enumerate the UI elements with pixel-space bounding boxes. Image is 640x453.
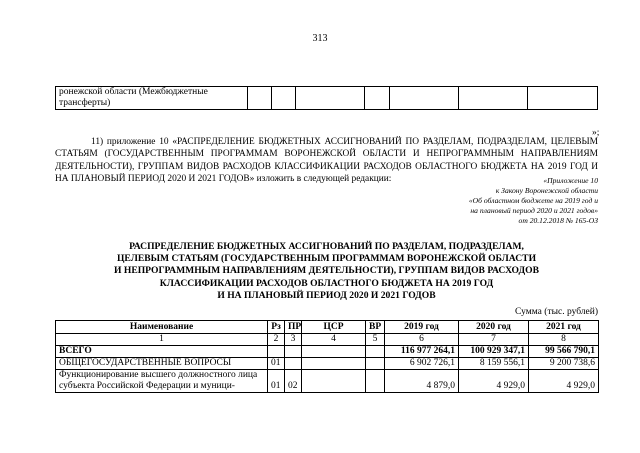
table-cell xyxy=(272,87,296,110)
header-2019: 2019 год xyxy=(385,321,459,334)
row-2020: 4 929,0 xyxy=(459,370,529,393)
row-pr: 02 xyxy=(285,370,302,393)
row-rz: 01 xyxy=(268,370,285,393)
previous-table-fragment xyxy=(55,86,598,110)
header-csr: ЦСР xyxy=(302,321,366,334)
row-2021: 4 929,0 xyxy=(529,370,599,393)
table-cell xyxy=(248,87,272,110)
row-name: Функционирование высшего должностного лица субъекта Российской Федерации и муници- xyxy=(56,370,268,393)
header-name: Наименование xyxy=(56,321,268,334)
title-line: И НА ПЛАНОВЫЙ ПЕРИОД 2020 И 2021 ГОДОВ xyxy=(217,289,436,301)
header-2021: 2021 год xyxy=(529,321,599,334)
appendix-line: к Закону Воронежской области xyxy=(495,186,598,195)
col-number: 3 xyxy=(285,334,302,346)
header-pr: ПР xyxy=(285,321,302,334)
page-number: 313 xyxy=(312,33,328,44)
table-cell xyxy=(390,87,459,110)
table-header-row xyxy=(56,321,599,334)
row-rz xyxy=(268,346,285,358)
col-number: 6 xyxy=(385,334,459,346)
appendix-reference xyxy=(380,176,598,226)
col-number: 1 xyxy=(56,334,268,346)
row-2020: 100 929 347,1 xyxy=(459,346,529,358)
row-name: ВСЕГО xyxy=(56,346,268,358)
header-vr: ВР xyxy=(366,321,385,334)
row-pr xyxy=(285,346,302,358)
table-row-total xyxy=(56,346,599,358)
row-2019: 116 977 264,1 xyxy=(385,346,459,358)
row-2021: 9 200 738,6 xyxy=(529,358,599,370)
title-line: ЦЕЛЕВЫМ СТАТЬЯМ (ГОСУДАРСТВЕННЫМ ПРОГРАММАМ ВОРОНЕЖСКОЙ ОБЛАСТИ xyxy=(116,253,537,265)
row-pr xyxy=(285,358,302,370)
title-line: РАСПРЕДЕЛЕНИЕ БЮДЖЕТНЫХ АССИГНОВАНИЙ ПО РАЗДЕЛАМ, ПОДРАЗДЕЛАМ, xyxy=(129,241,524,252)
col-number: 4 xyxy=(302,334,366,346)
budget-table xyxy=(55,320,599,393)
column-number-row xyxy=(56,334,599,346)
row-rz: 01 xyxy=(268,358,285,370)
header-2020: 2020 год xyxy=(459,321,529,334)
table-row xyxy=(56,358,599,370)
row-2021: 99 566 790,1 xyxy=(529,346,599,358)
table-cell-name: ронежской области (Межбюджетные трансферты) xyxy=(56,87,248,110)
title-line: И НЕПРОГРАММНЫМ НАПРАВЛЕНИЯМ ДЕЯТЕЛЬНОСТИ), ГРУППАМ ВИДОВ РАСХОДОВ xyxy=(114,265,539,277)
row-vr xyxy=(366,370,385,393)
closing-quote-mark: »; xyxy=(592,128,600,138)
row-2019: 4 879,0 xyxy=(385,370,459,393)
row-csr xyxy=(302,346,366,358)
table-cell xyxy=(365,87,390,110)
appendix-line: «Об областном бюджете на 2019 год и xyxy=(468,196,598,205)
appendix-line: от 20.12.2018 № 165-ОЗ xyxy=(518,216,598,225)
col-number: 7 xyxy=(459,334,529,346)
amendment-paragraph: 11) приложение 10 «РАСПРЕДЕЛЕНИЕ БЮДЖЕТНЫХ АССИГНОВАНИЙ ПО РАЗДЕЛАМ, ПОДРАЗДЕЛАМ, ЦЕЛЕВЫМ СТАТЬЯМ (ГОСУДАРСТВЕННЫМ ПРОГРАММАМ ВОРОНЕЖСКОЙ ОБЛАСТИ И НЕПРОГРАММНЫМ НАПРАВЛЕНИЯМ ДЕЯТЕЛЬНОСТИ), ГРУППАМ ВИДОВ РАСХОДОВ КЛАССИФИКАЦИИ РАСХОДОВ ОБЛАСТНОГО БЮДЖЕТА НА 2019 ГОД И НА ПЛАНОВЫЙ ПЕРИОД 2020 И 2021 ГОДОВ» изложить в следующей редакции: xyxy=(55,137,598,185)
row-2019: 6 902 726,1 xyxy=(385,358,459,370)
row-name: ОБЩЕГОСУДАРСТВЕННЫЕ ВОПРОСЫ xyxy=(56,358,268,370)
appendix-line: на плановый период 2020 и 2021 годов» xyxy=(470,206,598,215)
table-row xyxy=(56,370,599,393)
row-vr xyxy=(366,358,385,370)
table-cell xyxy=(296,87,365,110)
title-line: КЛАССИФИКАЦИИ РАСХОДОВ ОБЛАСТНОГО БЮДЖЕТА НА 2019 ГОД xyxy=(159,277,494,289)
row-vr xyxy=(366,346,385,358)
header-rz: Рз xyxy=(268,321,285,334)
row-2020: 8 159 556,1 xyxy=(459,358,529,370)
col-number: 8 xyxy=(529,334,599,346)
col-number: 5 xyxy=(366,334,385,346)
table-row xyxy=(56,87,598,110)
table-cell xyxy=(528,87,598,110)
col-number: 2 xyxy=(268,334,285,346)
units-label: Сумма (тыс. рублей) xyxy=(515,307,598,317)
table-cell xyxy=(459,87,528,110)
appendix-line: «Приложение 10 xyxy=(543,176,598,185)
row-csr xyxy=(302,370,366,393)
row-csr xyxy=(302,358,366,370)
document-title xyxy=(55,241,598,302)
